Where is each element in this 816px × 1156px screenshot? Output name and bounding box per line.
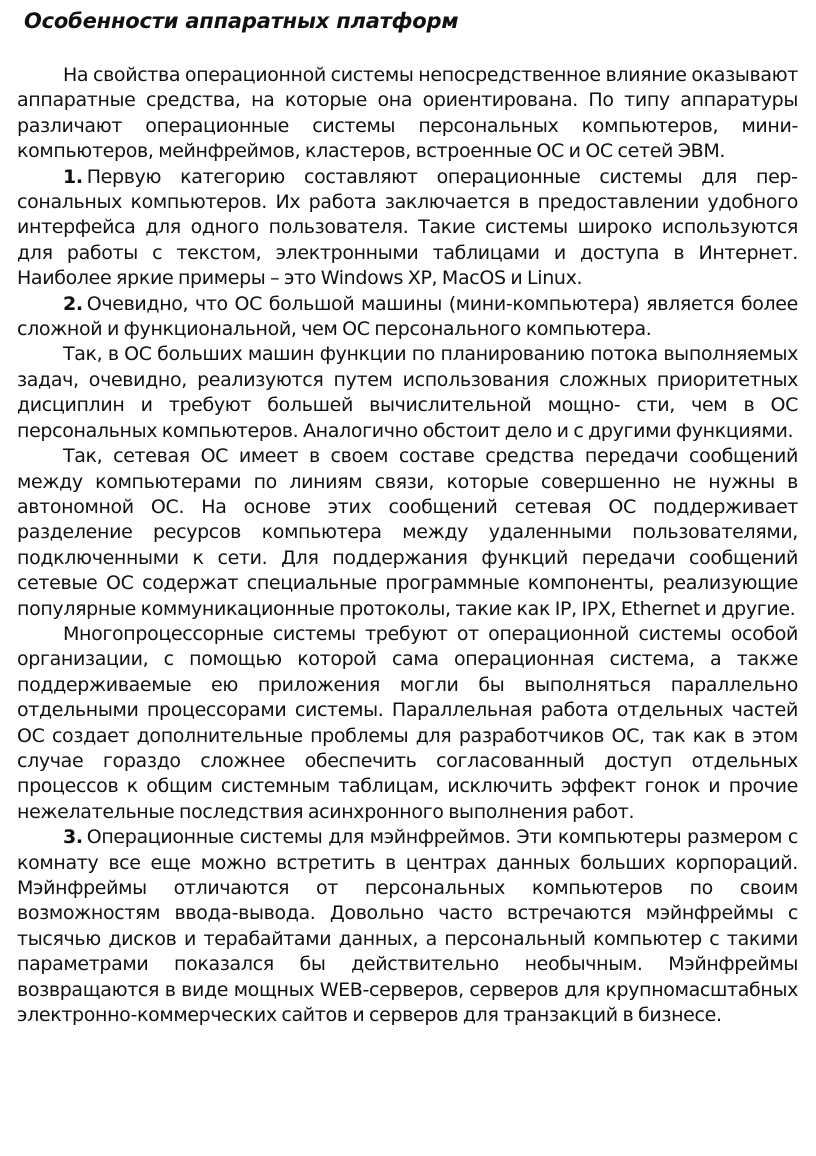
paragraph-text: Первую категорию составляют операционные системы для персональных компьютеров. Их работа заключается в предоставлении удобного интерфейса для одного пользователя. Такие системы широко используются для работы с текстом, электронными таблицами и доступа в Интернет. Наиболее яркие примеры – это Windows XP, MacOS и Linux. <box>17 165 798 290</box>
item-number: 2. <box>63 292 83 315</box>
paragraph-item-1 <box>17 165 798 292</box>
item-number: 3. <box>63 826 83 849</box>
paragraph-item-3 <box>17 825 798 1028</box>
paragraph-text: Операционные системы для мэйнфреймов. Эти компьютеры размером с комнату все еще можно встретить в центрах данных больших корпораций. Мэйнфреймы отличаются от персональных компьютеров по своим возможностям ввода-вывода. Довольно часто встречаются мэйнфреймы с тысячью дисков и терабайтами данных, а персональный компьютер с такими параметрами показался бы действительно необычным. Мэйнфреймы возвращаются в виде мощных WEB-серверов, серверов для крупномасштабных электронно-коммерческих сайтов и серверов для транзакций в бизнесе. <box>17 826 798 1027</box>
document-page <box>17 6 798 1028</box>
paragraph-large-machines <box>17 342 798 444</box>
paragraph-text: На свойства операционной системы непосредственное влияние оказывают аппаратные средства, на которые она ориентирована. По типу аппаратуры различают операционные системы персональных компьютеров, мини-компьютеров, мейнфреймов, кластеров, встроенные ОС и ОС сетей ЭВМ. <box>17 64 798 163</box>
paragraph-item-2 <box>17 292 798 343</box>
item-number: 1. <box>63 165 83 188</box>
body-text <box>17 63 798 1028</box>
page-title: Особенности аппаратных платформ <box>24 9 459 33</box>
paragraph-text: Очевидно, что ОС большой машины (мини-компьютера) является более сложной и функциональной, чем ОС персонального компьютера. <box>17 292 798 341</box>
paragraph-text: Так, сетевая ОС имеет в своем составе средства передачи сообщений между компьютерами по линиям связи, которые совершенно не нужны в автономной ОС. На основе этих сообщений сетевая ОС поддерживает разделение ресурсов компьютера между удаленными пользователями, подключенными к сети. Для поддержания функций передачи сообщений сетевые ОС содержат специальные программные компоненты, реализующие популярные коммуникационные протоколы, такие как IP, IPX, Ethernet и другие. <box>17 445 798 620</box>
paragraph-text: Так, в ОС больших машин функции по планированию потока выполняемых задач, очевидно, реализуются путем использования сложных приоритетных дисциплин и требуют большей вычислительной мощно- сти, чем в ОС персональных компьютеров. Аналогично обстоит дело и с другими функциями. <box>17 343 798 442</box>
paragraph-text: Многопроцессорные системы требуют от операционной системы особой организации, с помощью которой сама операционная система, а также поддерживаемые ею приложения могли бы выполняться параллельно отдельными процессорами системы. Параллельная работа отдельных частей ОС создает дополнительные проблемы для разработчиков ОС, так как в этом случае гораздо сложнее обеспечить согласованный доступ отдельных процессов к общим системным таблицам, исключить эффект гонок и прочие нежелательные последствия асинхронного выполнения работ. <box>17 622 798 823</box>
paragraph-multiprocessor <box>17 622 798 825</box>
paragraph-network-os <box>17 444 798 622</box>
paragraph-intro <box>17 63 798 165</box>
